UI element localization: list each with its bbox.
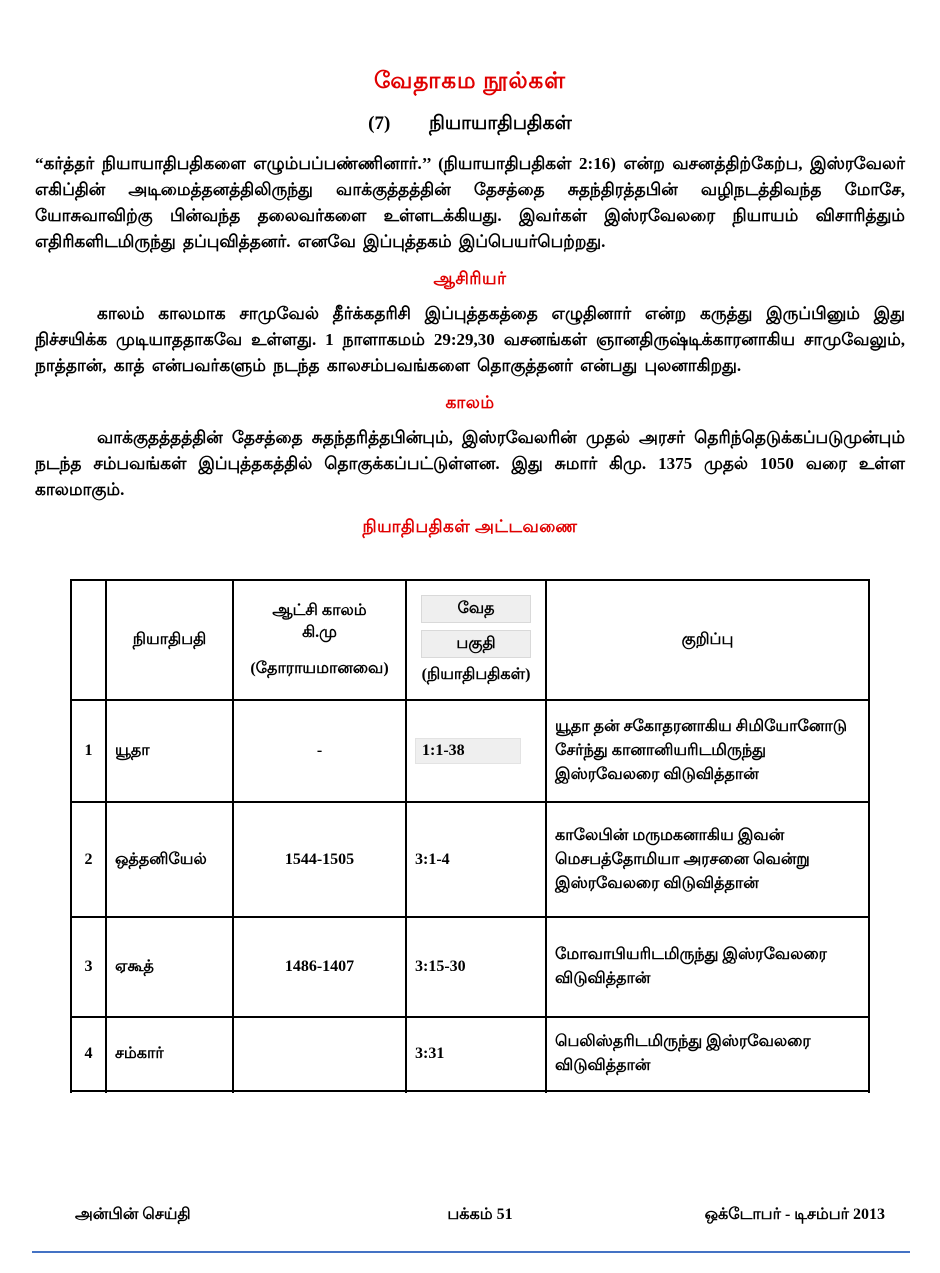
chapter-subtitle [35,113,905,137]
judge-name: யூதா [106,700,233,802]
header-cell-period [233,580,406,700]
section-heading-author: ஆசிரியர் [433,269,507,288]
intro-paragraph: “கர்த்தர் நியாயாதிபதிகளை எழும்பப்பண்ணினார்.’’ (நியாயாதிபதிகள் 2:16) என்ற வசனத்திற்கேற்ப, இஸ்ரவேலர் எகிப்தின் அடிமைத்தனத்திலிருந்து வாக்குத்தத்தின் தேசத்தை சுதந்திரத்தபின் வழிநடத்திவந்த மோசே, யோசுவாவிற்கு பின்வந்த தலைவர்களை உள்ளடக்கியது. இவர்கள் இஸ்ரவேலரை நியாயம் விசாரித்தும் எதிரிகளிடமிருந்து தப்புவித்தனர். எனவே இப்புத்தகம் இப்பெயர்பெற்றது. [35,154,905,251]
book-name: நியாயாதிபதிகள் [429,113,572,134]
bible-portion [406,700,546,802]
judges-table-wrapper [70,579,905,1093]
truncated-next-row [71,1091,869,1093]
bible-portion: 3:15-30 [406,917,546,1017]
table-row [71,700,869,802]
period-header-line3: (தோராயமானவை) [250,660,389,677]
section-heading-period: காலம் [445,393,495,412]
period-header-line1: ஆட்சி காலம் [272,602,367,619]
period-header-gap [242,644,397,658]
header-cell-judge: நியாதிபதி [106,580,233,700]
footer-publication-name: அன்பின் செய்தி [75,1206,191,1223]
page-title: வேதாகம நூல்கள் [373,68,566,93]
page-footer [0,1205,940,1225]
author-paragraph: காலம் காலமாக சாமுவேல் தீர்க்கதரிசி இப்புத்தகத்தை எழுதினார் என்ற கருத்து இருப்பினும் இது நிச்சயிக்க முடியாததாகவே உள்ளது. 1 நாளாகமம் 29:29,30 வசனங்கள் ஞானதிருஷ்டிக்காரனாகிய சாமுவேலும், நாத்தான், காத் என்பவர்களும் நடந்த காலசம்பவங்களை தொகுத்தனர் என்பது புலனாகிறது. [35,304,905,375]
table-header-row [71,580,869,700]
bible-portion: 3:31 [406,1017,546,1091]
period-paragraph: வாக்குதத்தத்தின் தேசத்தை சுதந்தரித்தபின்பும், இஸ்ரவேலரின் முதல் அரசர் தெரிந்தெடுக்கப்படுமுன்பும் நடந்த சம்பவங்கள் இப்புத்தகத்தில் தொகுக்கப்பட்டுள்ளன. இது சுமார் கிமு. 1375 முதல் 1050 வரை உள்ள காலமாகும். [35,428,905,499]
portion-header-box-paguthi: பகுதி [421,630,531,658]
bible-portion-badge: 1:1-38 [415,738,521,764]
judge-note: மோவாபியரிடமிருந்து இஸ்ரவேலரை விடுவித்தான் [546,917,869,1017]
judges-table [70,579,870,1093]
judge-note: யூதா தன் சகோதரனாகிய சிமியோனோடு சேர்ந்து கானானியரிடமிருந்து இஸ்ரவேலரை விடுவித்தான் [546,700,869,802]
footer-issue-date: ஒக்டோபர் - டிசம்பர் 2013 [704,1206,885,1223]
judge-name: ஏகூத் [106,917,233,1017]
table-row [71,1017,869,1091]
period-header-lines [242,600,397,680]
row-number: 3 [71,917,106,1017]
judge-name: சம்கார் [106,1017,233,1091]
header-cell-number [71,580,106,700]
table-row [71,917,869,1017]
header-cell-portion [406,580,546,700]
portion-header-box-veda: வேத [421,595,531,623]
judge-note: காலேபின் மருமகனாகிய இவன் மெசபத்தோமியா அரசனை வென்று இஸ்ரவேலரை விடுவித்தான் [546,802,869,917]
chapter-number: (7) [368,113,391,134]
row-number: 2 [71,802,106,917]
row-number: 4 [71,1017,106,1091]
judge-name: ஒத்தனியேல் [106,802,233,917]
row-number: 1 [71,700,106,802]
header-cell-note: குறிப்பு [546,580,869,700]
bible-portion: 3:1-4 [406,802,546,917]
judge-note: பெலிஸ்தரிடமிருந்து இஸ்ரவேலரை விடுவித்தான் [546,1017,869,1091]
footer-page-number: பக்கம் 51 [447,1206,513,1223]
bottom-blue-rule [32,1251,910,1253]
table-row [71,802,869,917]
portion-header-subtext: (நியாதிபதிகள்) [421,666,531,683]
reign-period: - [233,700,406,802]
reign-period: 1544-1505 [233,802,406,917]
reign-period: 1486-1407 [233,917,406,1017]
section-heading-judges-table: நியாதிபதிகள் அட்டவணை [362,517,578,536]
reign-period [233,1017,406,1091]
period-header-line2: கி.மு [302,624,337,641]
